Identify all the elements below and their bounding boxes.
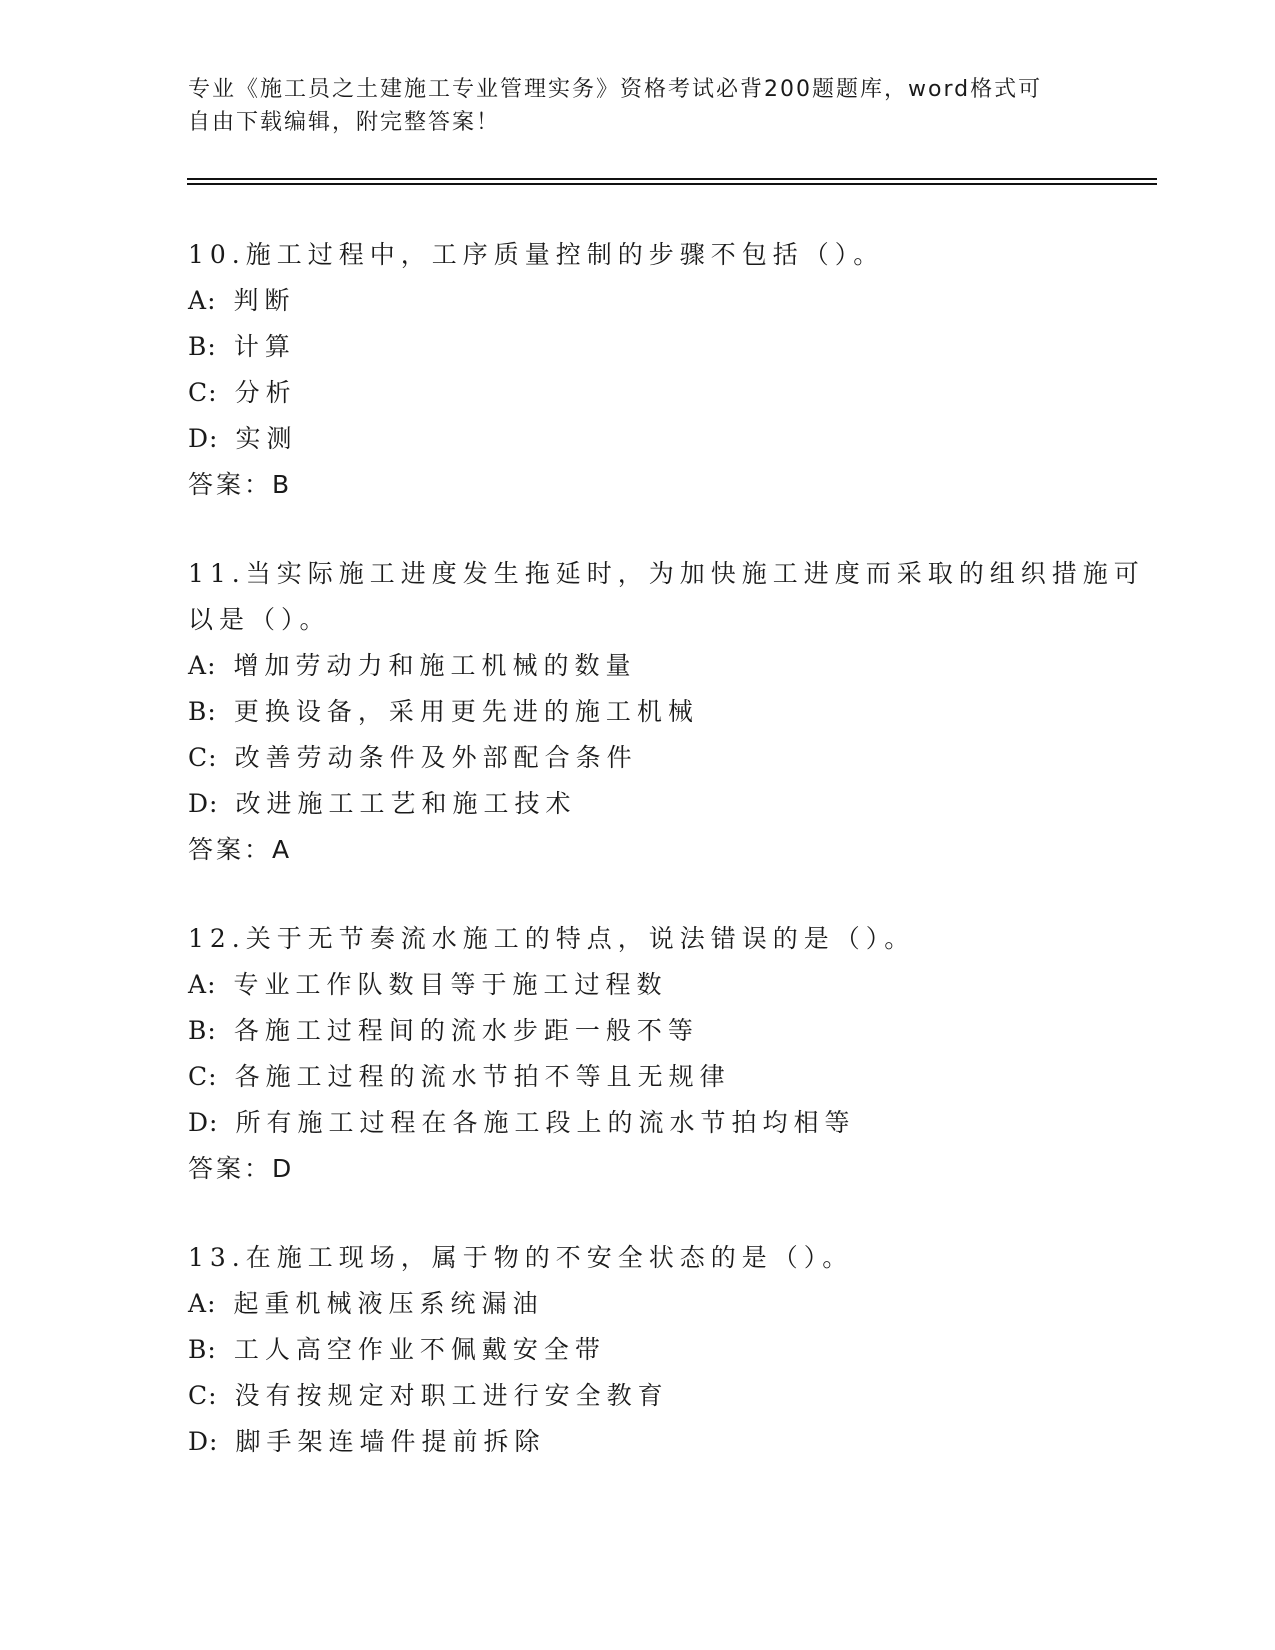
question-12 — [188, 916, 1128, 1192]
option-letter: C — [188, 1381, 209, 1410]
option-a — [188, 962, 1128, 1008]
option-text: 起重机械液压系统漏油 — [233, 1289, 544, 1318]
answer-line: 答案：D — [188, 1154, 295, 1183]
option-text: 没有按规定对职工进行安全教育 — [234, 1381, 669, 1410]
question-stem-continued: 以是（）。 — [188, 605, 331, 634]
option-separator: : — [207, 1335, 222, 1364]
option-separator: : — [207, 970, 222, 999]
option-text: 改进施工工艺和施工技术 — [235, 789, 577, 818]
option-letter: A — [188, 1289, 208, 1318]
option-text: 各施工过程间的流水步距一般不等 — [233, 1016, 699, 1045]
option-a — [188, 278, 1128, 324]
option-letter: A — [188, 651, 208, 680]
option-letter: B — [188, 1335, 208, 1364]
option-separator: : — [209, 1427, 224, 1456]
question-stem: 12.关于无节奏流水施工的特点，说法错误的是（）。 — [188, 924, 916, 953]
option-d — [188, 781, 1128, 827]
option-text: 分析 — [234, 378, 297, 407]
option-separator: : — [208, 1062, 223, 1091]
document-header — [188, 73, 1088, 139]
header-line-1: 专业《施工员之土建施工专业管理实务》资格考试必背200题题库，word格式可 — [188, 77, 1043, 102]
option-b — [188, 689, 1128, 735]
option-text: 各施工过程的流水节拍不等且无规律 — [234, 1062, 731, 1091]
header-divider-top — [187, 178, 1157, 180]
option-b — [188, 1008, 1128, 1054]
option-separator: : — [207, 332, 222, 361]
option-letter: B — [188, 1016, 208, 1045]
question-13 — [188, 1235, 1128, 1465]
option-c — [188, 1373, 1128, 1419]
question-stem: 13.在施工现场，属于物的不安全状态的是（）。 — [188, 1243, 854, 1272]
option-text: 计算 — [233, 332, 296, 361]
option-text: 改善劳动条件及外部配合条件 — [234, 743, 638, 772]
option-letter: C — [188, 378, 209, 407]
option-text: 专业工作队数目等于施工过程数 — [233, 970, 668, 999]
option-letter: B — [188, 332, 208, 361]
answer-line: 答案：A — [188, 835, 293, 864]
option-separator: : — [208, 1381, 223, 1410]
option-c — [188, 1054, 1128, 1100]
option-letter: B — [188, 697, 208, 726]
option-b — [188, 1327, 1128, 1373]
option-d — [188, 1100, 1128, 1146]
option-letter: D — [188, 424, 210, 453]
option-separator: : — [207, 1289, 222, 1318]
answer-line: 答案：B — [188, 470, 293, 499]
option-letter: D — [188, 1427, 210, 1456]
option-separator: : — [209, 1108, 224, 1137]
question-10 — [188, 232, 1128, 508]
option-letter: C — [188, 1062, 209, 1091]
question-11 — [188, 551, 1145, 873]
option-letter: D — [188, 789, 210, 818]
option-text: 增加劳动力和施工机械的数量 — [233, 651, 637, 680]
option-separator: : — [209, 789, 224, 818]
option-d — [188, 416, 1128, 462]
option-text: 所有施工过程在各施工段上的流水节拍均相等 — [235, 1108, 856, 1137]
option-a — [188, 1281, 1128, 1327]
option-text: 实测 — [235, 424, 298, 453]
option-text: 工人高空作业不佩戴安全带 — [233, 1335, 606, 1364]
question-stem: 11.当实际施工进度发生拖延时，为加快施工进度而采取的组织措施可 — [188, 559, 1145, 588]
question-stem: 10.施工过程中，工序质量控制的步骤不包括（）。 — [188, 240, 885, 269]
option-separator: : — [207, 1016, 222, 1045]
option-letter: A — [188, 970, 208, 999]
header-line-2: 自由下载编辑，附完整答案！ — [188, 110, 501, 135]
option-b — [188, 324, 1128, 370]
option-separator: : — [209, 424, 224, 453]
option-separator: : — [207, 286, 222, 315]
option-c — [188, 370, 1128, 416]
question-list — [188, 232, 1145, 1508]
option-separator: : — [208, 743, 223, 772]
option-text: 更换设备，采用更先进的施工机械 — [233, 697, 699, 726]
option-d — [188, 1419, 1128, 1465]
option-separator: : — [208, 378, 223, 407]
option-letter: C — [188, 743, 209, 772]
option-letter: A — [188, 286, 208, 315]
option-letter: D — [188, 1108, 210, 1137]
option-text: 脚手架连墙件提前拆除 — [235, 1427, 546, 1456]
header-divider-bottom — [187, 183, 1157, 185]
option-separator: : — [207, 697, 222, 726]
option-separator: : — [207, 651, 222, 680]
option-text: 判断 — [233, 286, 296, 315]
option-c — [188, 735, 1128, 781]
option-a — [188, 643, 1128, 689]
